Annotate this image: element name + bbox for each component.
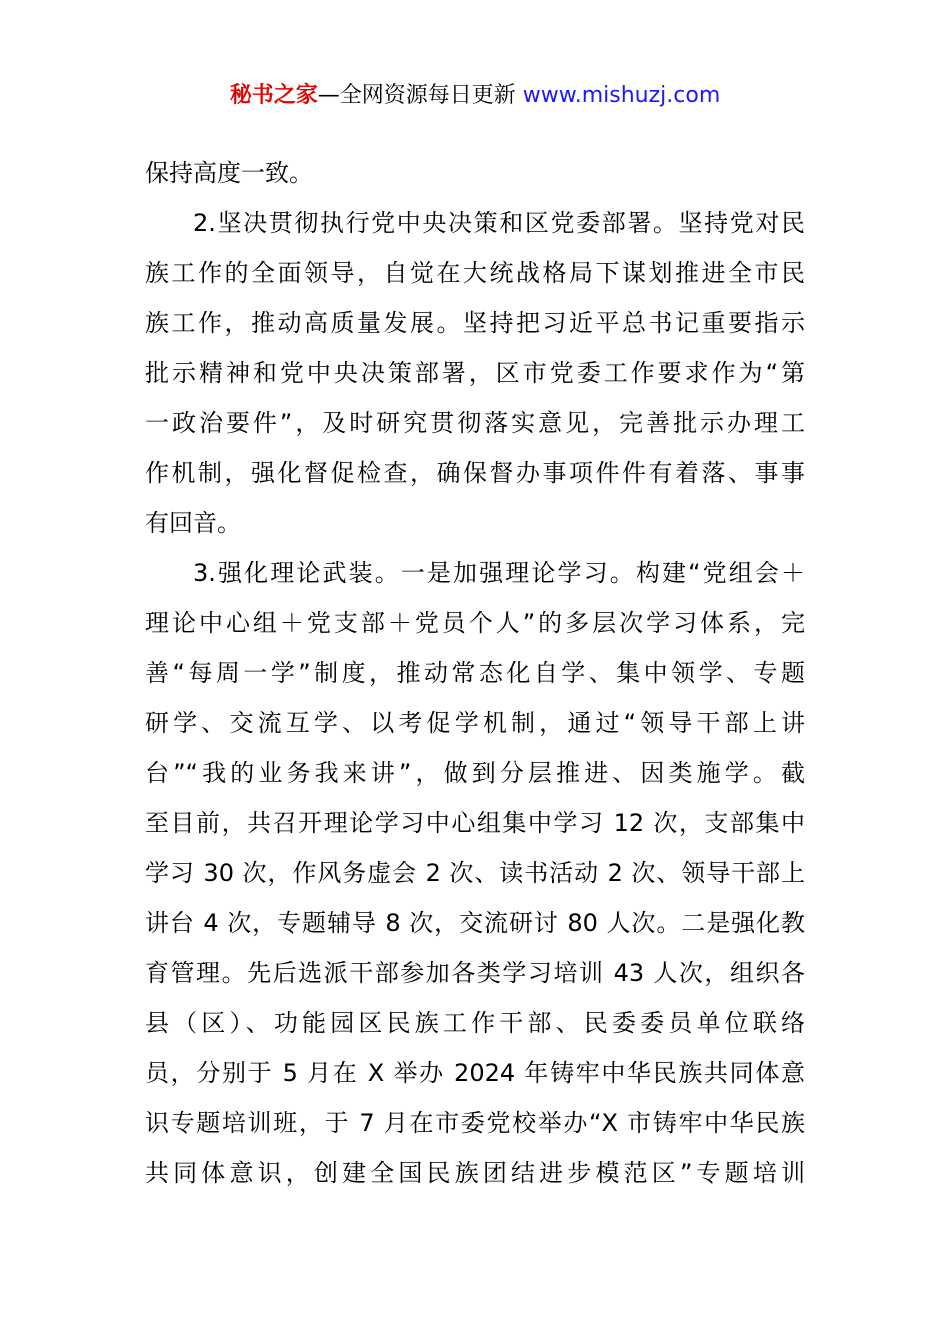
text-line: 族工作的全面领导，自觉在大统战格局下谋划推进全市民 [145,259,805,287]
text-line: 一政治要件”，及时研究贯彻落实意见，完善批示办理工 [145,409,805,437]
text-line: 族工作，推动高质量发展。坚持把习近平总书记重要指示 [145,309,805,337]
text-line: 台”“我的业务我来讲”，做到分层推进、因类施学。截 [145,759,805,787]
text-line: 县（区）、功能园区民族工作干部、民委委员单位联络 [145,1009,805,1037]
text-line: 识专题培训班，于 7 月在市委党校举办“X 市铸牢中华民族 [145,1109,805,1137]
text-line: 善“每周一学”制度，推动常态化自学、集中领学、专题 [145,659,805,687]
text-line: 保持高度一致。 [145,159,313,187]
text-line: 育管理。先后选派干部参加各类学习培训 43 人次，组织各 [145,959,805,987]
text-line: 有回音。 [145,509,241,537]
text-line: 理论中心组＋党支部＋党员个人”的多层次学习体系，完 [145,609,805,637]
page-header [0,80,950,112]
text-line: 3.强化理论武装。一是加强理论学习。构建“党组会＋ [193,559,805,587]
site-brand: 秘书之家 [229,83,318,108]
text-line: 至目前，共召开理论学习中心组集中学习 12 次，支部集中 [145,809,805,837]
document-body [145,150,805,1200]
text-line: 共同体意识，创建全国民族团结进步模范区”专题培训 [145,1159,805,1187]
text-line: 批示精神和党中央决策部署，区市党委工作要求作为“第 [145,359,805,387]
site-tagline: —全网资源每日更新 [317,83,523,108]
text-line: 研学、交流互学、以考促学机制，通过“领导干部上讲 [145,709,805,737]
text-line: 作机制，强化督促检查，确保督办事项件件有着落、事事 [145,459,805,487]
site-url-link[interactable]: www.mishuzj.com [522,83,721,108]
text-line: 2.坚决贯彻执行党中央决策和区党委部署。坚持党对民 [193,209,805,237]
text-line: 学习 30 次，作风务虚会 2 次、读书活动 2 次、领导干部上 [145,859,805,887]
text-line: 讲台 4 次，专题辅导 8 次，交流研讨 80 人次。二是强化教 [145,909,805,937]
text-line: 员，分别于 5 月在 X 举办 2024 年铸牢中华民族共同体意 [145,1059,805,1087]
